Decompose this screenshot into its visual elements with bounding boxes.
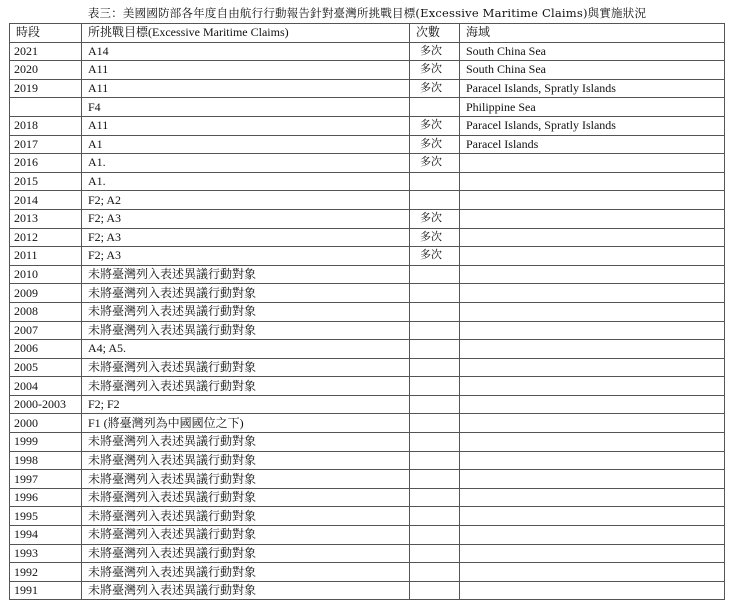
table-row <box>10 265 725 284</box>
cell-times: 多次 <box>410 61 460 80</box>
cell-target: 未將臺灣列入表述異議行動對象 <box>82 358 410 377</box>
cell-target: F1 (將臺灣列為中國國位之下) <box>82 414 410 433</box>
cell-target: A11 <box>82 79 410 98</box>
cell-year: 2014 <box>10 191 82 210</box>
cell-target: F2; A3 <box>82 228 410 247</box>
cell-area <box>460 451 725 470</box>
table-row <box>10 377 725 396</box>
cell-times: 多次 <box>410 42 460 61</box>
cell-times <box>410 340 460 359</box>
cell-year: 2008 <box>10 302 82 321</box>
table-row <box>10 340 725 359</box>
cell-area <box>460 302 725 321</box>
cell-year: 1993 <box>10 544 82 563</box>
table-caption: 表三：美國國防部各年度自由航行行動報告針對臺灣所挑戰目標(Excessive Maritime Claims)與實施狀況 <box>87 6 647 20</box>
table-row <box>10 526 725 545</box>
cell-area: South China Sea <box>460 61 725 80</box>
cell-times <box>410 358 460 377</box>
cell-target: F2; A3 <box>82 247 410 266</box>
table-row <box>10 79 725 98</box>
cell-year: 1991 <box>10 581 82 600</box>
cell-times: 多次 <box>410 154 460 173</box>
cell-times <box>410 581 460 600</box>
cell-area <box>460 470 725 489</box>
cell-area <box>460 154 725 173</box>
cell-area <box>460 377 725 396</box>
cell-year: 2010 <box>10 265 82 284</box>
header-times: 次數 <box>410 24 460 43</box>
cell-area <box>460 209 725 228</box>
cell-target: 未將臺灣列入表述異議行動對象 <box>82 302 410 321</box>
cell-target: 未將臺灣列入表述異議行動對象 <box>82 563 410 582</box>
header-period: 時段 <box>10 24 82 43</box>
table-row <box>10 302 725 321</box>
cell-times <box>410 414 460 433</box>
table-row <box>10 172 725 191</box>
cell-area <box>460 172 725 191</box>
freedom-of-navigation-table <box>9 23 725 600</box>
table-row <box>10 209 725 228</box>
cell-year: 1999 <box>10 433 82 452</box>
cell-target: A14 <box>82 42 410 61</box>
cell-target: A11 <box>82 116 410 135</box>
cell-times <box>410 470 460 489</box>
cell-times <box>410 191 460 210</box>
cell-target: A4; A5. <box>82 340 410 359</box>
cell-times <box>410 451 460 470</box>
cell-times <box>410 526 460 545</box>
cell-area <box>460 228 725 247</box>
table-row <box>10 470 725 489</box>
cell-year: 2004 <box>10 377 82 396</box>
cell-year: 1996 <box>10 488 82 507</box>
cell-target: F2; A3 <box>82 209 410 228</box>
table-row <box>10 135 725 154</box>
table-row <box>10 116 725 135</box>
cell-target: 未將臺灣列入表述異議行動對象 <box>82 265 410 284</box>
cell-target: 未將臺灣列入表述異議行動對象 <box>82 284 410 303</box>
cell-target: F2; A2 <box>82 191 410 210</box>
cell-area <box>460 340 725 359</box>
table-row <box>10 61 725 80</box>
table-row <box>10 191 725 210</box>
cell-target: 未將臺灣列入表述異議行動對象 <box>82 581 410 600</box>
header-row <box>10 24 725 43</box>
cell-year: 1994 <box>10 526 82 545</box>
cell-target: F2; F2 <box>82 395 410 414</box>
cell-times: 多次 <box>410 209 460 228</box>
cell-times <box>410 172 460 191</box>
cell-area: Paracel Islands, Spratly Islands <box>460 116 725 135</box>
cell-year: 2018 <box>10 116 82 135</box>
header-target: 所挑戰目標(Excessive Maritime Claims) <box>82 24 410 43</box>
cell-area <box>460 526 725 545</box>
cell-target: 未將臺灣列入表述異議行動對象 <box>82 377 410 396</box>
cell-times <box>410 544 460 563</box>
cell-target: F4 <box>82 98 410 117</box>
cell-times: 多次 <box>410 116 460 135</box>
cell-area <box>460 358 725 377</box>
cell-target: 未將臺灣列入表述異議行動對象 <box>82 507 410 526</box>
cell-target: 未將臺灣列入表述異議行動對象 <box>82 470 410 489</box>
cell-target: 未將臺灣列入表述異議行動對象 <box>82 544 410 563</box>
table-row <box>10 284 725 303</box>
cell-year: 2012 <box>10 228 82 247</box>
cell-area <box>460 563 725 582</box>
cell-target: 未將臺灣列入表述異議行動對象 <box>82 433 410 452</box>
cell-year: 2011 <box>10 247 82 266</box>
cell-area <box>460 581 725 600</box>
cell-year: 2019 <box>10 79 82 98</box>
cell-times <box>410 488 460 507</box>
cell-area <box>460 191 725 210</box>
cell-area <box>460 395 725 414</box>
cell-times <box>410 265 460 284</box>
cell-area: Paracel Islands, Spratly Islands <box>460 79 725 98</box>
cell-year: 2006 <box>10 340 82 359</box>
cell-target: A11 <box>82 61 410 80</box>
cell-times <box>410 302 460 321</box>
table-row <box>10 321 725 340</box>
cell-area <box>460 265 725 284</box>
cell-area: Paracel Islands <box>460 135 725 154</box>
table-row <box>10 488 725 507</box>
cell-times <box>410 98 460 117</box>
cell-times: 多次 <box>410 79 460 98</box>
table-row <box>10 358 725 377</box>
table-row <box>10 247 725 266</box>
cell-times <box>410 395 460 414</box>
table-row <box>10 98 725 117</box>
cell-area: Philippine Sea <box>460 98 725 117</box>
cell-area <box>460 433 725 452</box>
cell-times <box>410 563 460 582</box>
cell-target: A1. <box>82 154 410 173</box>
cell-area <box>460 488 725 507</box>
cell-times <box>410 507 460 526</box>
cell-area <box>460 247 725 266</box>
cell-year: 2000 <box>10 414 82 433</box>
cell-target: A1 <box>82 135 410 154</box>
cell-area <box>460 321 725 340</box>
table-row <box>10 507 725 526</box>
cell-year: 2007 <box>10 321 82 340</box>
cell-target: 未將臺灣列入表述異議行動對象 <box>82 488 410 507</box>
cell-year: 2000-2003 <box>10 395 82 414</box>
cell-year: 1997 <box>10 470 82 489</box>
cell-target: 未將臺灣列入表述異議行動對象 <box>82 321 410 340</box>
cell-times <box>410 377 460 396</box>
table-row <box>10 433 725 452</box>
cell-year: 2005 <box>10 358 82 377</box>
cell-times: 多次 <box>410 135 460 154</box>
header-area: 海域 <box>460 24 725 43</box>
table-row <box>10 581 725 600</box>
table-row <box>10 451 725 470</box>
table-body <box>10 42 725 600</box>
cell-area <box>460 284 725 303</box>
cell-times: 多次 <box>410 228 460 247</box>
table-row <box>10 414 725 433</box>
cell-year <box>10 98 82 117</box>
cell-times <box>410 284 460 303</box>
cell-year: 2017 <box>10 135 82 154</box>
cell-year: 2016 <box>10 154 82 173</box>
table-row <box>10 563 725 582</box>
cell-year: 2021 <box>10 42 82 61</box>
cell-target: 未將臺灣列入表述異議行動對象 <box>82 526 410 545</box>
table-row <box>10 154 725 173</box>
cell-area: South China Sea <box>460 42 725 61</box>
cell-target: A1. <box>82 172 410 191</box>
cell-year: 2020 <box>10 61 82 80</box>
cell-area <box>460 544 725 563</box>
cell-year: 2015 <box>10 172 82 191</box>
cell-times: 多次 <box>410 247 460 266</box>
cell-area <box>460 507 725 526</box>
table-row <box>10 42 725 61</box>
cell-times <box>410 433 460 452</box>
cell-year: 1995 <box>10 507 82 526</box>
cell-year: 2009 <box>10 284 82 303</box>
cell-year: 2013 <box>10 209 82 228</box>
cell-area <box>460 414 725 433</box>
table-row <box>10 544 725 563</box>
cell-year: 1998 <box>10 451 82 470</box>
cell-times <box>410 321 460 340</box>
cell-target: 未將臺灣列入表述異議行動對象 <box>82 451 410 470</box>
table-row <box>10 228 725 247</box>
table-row <box>10 395 725 414</box>
cell-year: 1992 <box>10 563 82 582</box>
